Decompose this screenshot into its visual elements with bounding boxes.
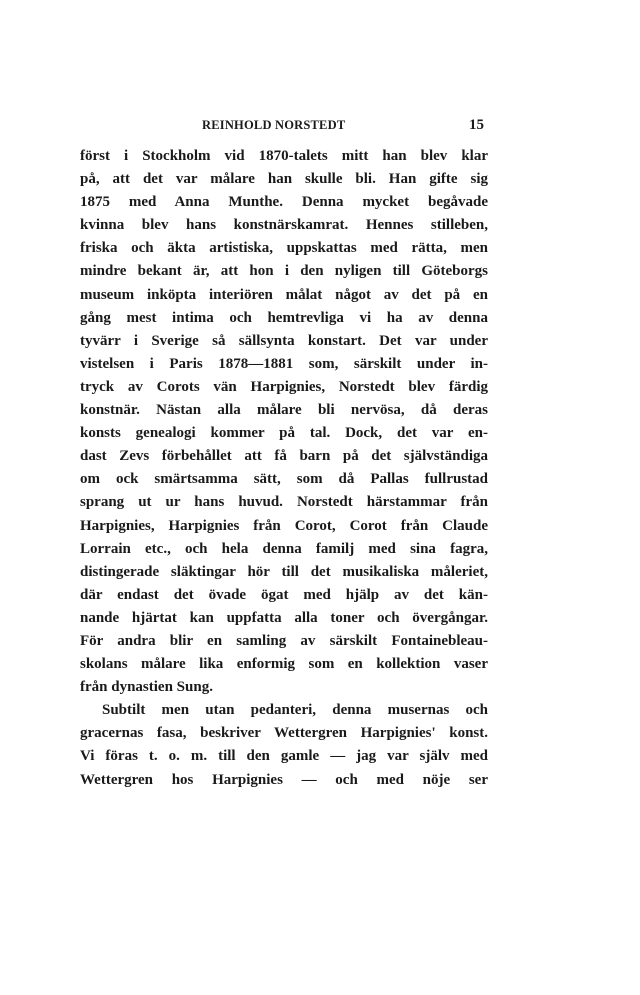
text-line: om ock smärtsamma sätt, som då Pallas fullrustad — [80, 471, 488, 488]
text-line: sprang ut ur hans huvud. Norstedt härstammar från — [80, 494, 488, 511]
text-line: tryck av Corots vän Harpignies, Norstedt blev färdig — [80, 378, 488, 395]
text-line: på, att det var målare han skulle bli. Han gifte sig — [80, 171, 488, 188]
text-line: tyvärr i Sverige så sällsynta konstart. Det var under — [80, 332, 488, 349]
text-line: dast Zevs förbehållet att få barn på det självständiga — [80, 448, 488, 465]
text-line: Harpignies, Harpignies från Corot, Corot från Claude — [80, 517, 488, 534]
text-line: gracernas fasa, beskriver Wettergren Harpignies' konst. — [80, 725, 488, 742]
text-line: kvinna blev hans konstnärskamrat. Hennes stilleben, — [80, 217, 488, 234]
text-line: mindre bekant är, att hon i den nyligen till Göteborgs — [80, 263, 488, 280]
running-title: REINHOLD NORSTEDT — [202, 118, 346, 132]
text-line: 1875 med Anna Munthe. Denna mycket begåvade — [80, 194, 488, 211]
text-line: museum inköpta interiören målat något av det på en — [80, 286, 488, 303]
text-line: Wettergren hos Harpignies — och med nöje ser — [80, 771, 488, 788]
text-line: Lorrain etc., och hela denna familj med sina fagra, — [80, 540, 488, 557]
paragraph-end-line: från dynastien Sung. — [80, 679, 213, 696]
text-line: gång mest intima och hemtrevliga vi ha av denna — [80, 309, 488, 326]
text-line: först i Stockholm vid 1870-talets mitt han blev klar — [80, 148, 488, 164]
text-line: distingerade släktingar hör till det musikaliska måleriet, — [80, 563, 488, 580]
text-line: där endast det övade ögat med hjälp av det kän- — [80, 586, 488, 603]
text-line: friska och äkta artistiska, uppskattas med rätta, men — [80, 240, 488, 257]
body-text — [80, 145, 488, 792]
text-line: Vi föras t. o. m. till den gamle — jag var själv med — [80, 748, 488, 765]
paragraph-start-line: Subtilt men utan pedanteri, denna musernas och — [102, 702, 488, 719]
page-number: 15 — [469, 117, 484, 133]
text-line: För andra blir en samling av särskilt Fontainebleau- — [80, 632, 488, 649]
text-line: nande hjärtat kan uppfatta alla toner och övergångar. — [80, 609, 488, 626]
text-line: konstnär. Nästan alla målare bli nervösa, då deras — [80, 402, 488, 419]
text-line: vistelsen i Paris 1878—1881 som, särskilt under in- — [80, 355, 488, 372]
text-line: skolans målare lika enformig som en kollektion vaser — [80, 656, 488, 673]
running-head — [80, 118, 488, 138]
text-line: konsts genealogi kommer på tal. Dock, det var en- — [80, 425, 488, 442]
